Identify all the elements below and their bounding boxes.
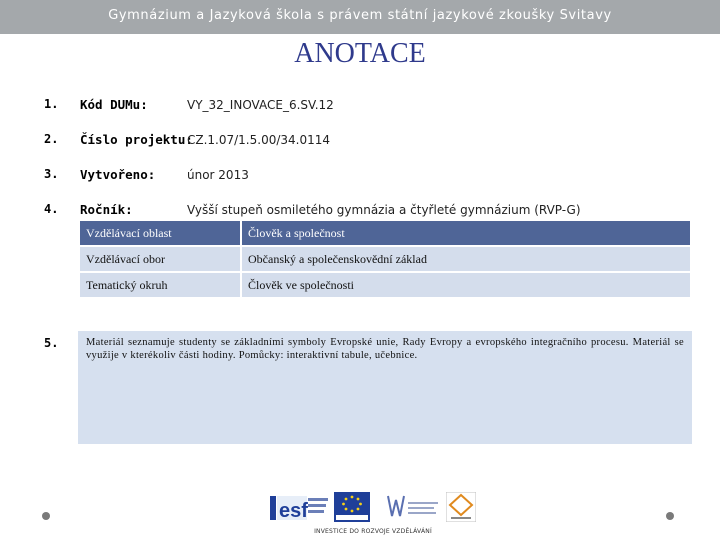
table-cell-value: Člověk a společnost — [242, 221, 690, 245]
page-title: ANOTACE — [294, 38, 426, 69]
funding-logos — [268, 490, 478, 538]
table-cell-label: Tematický okruh — [80, 273, 240, 297]
table-cell-label: Vzdělávací oblast — [80, 221, 240, 245]
table-row — [80, 247, 690, 271]
field-label: Kód DUMu: — [80, 97, 148, 112]
info-table — [78, 219, 692, 299]
field-number: 1. — [44, 97, 59, 111]
field-value: CZ.1.07/1.5.00/34.0114 — [187, 133, 331, 147]
table-cell-label: Vzdělávací obor — [80, 247, 240, 271]
bullet-dot-icon — [42, 512, 50, 520]
field-label: Číslo projektu: — [80, 132, 193, 147]
field-value: únor 2013 — [187, 168, 249, 182]
table-row — [80, 221, 690, 245]
esf-logo-icon — [268, 492, 330, 524]
field-number: 3. — [44, 167, 59, 181]
school-name: Gymnázium a Jazyková škola s právem státní jazykové zkoušky Svitavy — [108, 8, 612, 23]
field-value: VY_32_INOVACE_6.SV.12 — [187, 98, 334, 112]
svg-text:esf: esf — [279, 500, 308, 522]
bullet-dot-icon — [666, 512, 674, 520]
eu-flag-icon — [334, 492, 370, 522]
field-value: Vyšší stupeň osmiletého gymnázia a čtyřleté gymnázium (RVP-G) — [187, 203, 581, 217]
op-vk-logo-icon — [446, 492, 476, 522]
table-cell-value: Člověk ve společnosti — [242, 273, 690, 297]
field-label: Ročník: — [80, 202, 133, 217]
annotation-text: Materiál seznamuje studenty se základními symboly Evropské unie, Rady Evropy a evropského integračního procesu. Materiál se využije v kterékoliv části hodiny. Pomůcky: interaktivní tabule, učebnice. — [86, 337, 684, 361]
annotation-number: 5. — [44, 336, 59, 350]
msmt-logo-icon — [382, 492, 442, 524]
table-cell-value: Občanský a společenskovědní základ — [242, 247, 690, 271]
table-row — [80, 273, 690, 297]
annotation-box — [78, 331, 692, 444]
logo-caption: INVESTICE DO ROZVOJE VZDĚLÁVÁNÍ — [314, 528, 432, 535]
field-number: 2. — [44, 132, 59, 146]
field-number: 4. — [44, 202, 59, 216]
field-label: Vytvořeno: — [80, 167, 156, 182]
